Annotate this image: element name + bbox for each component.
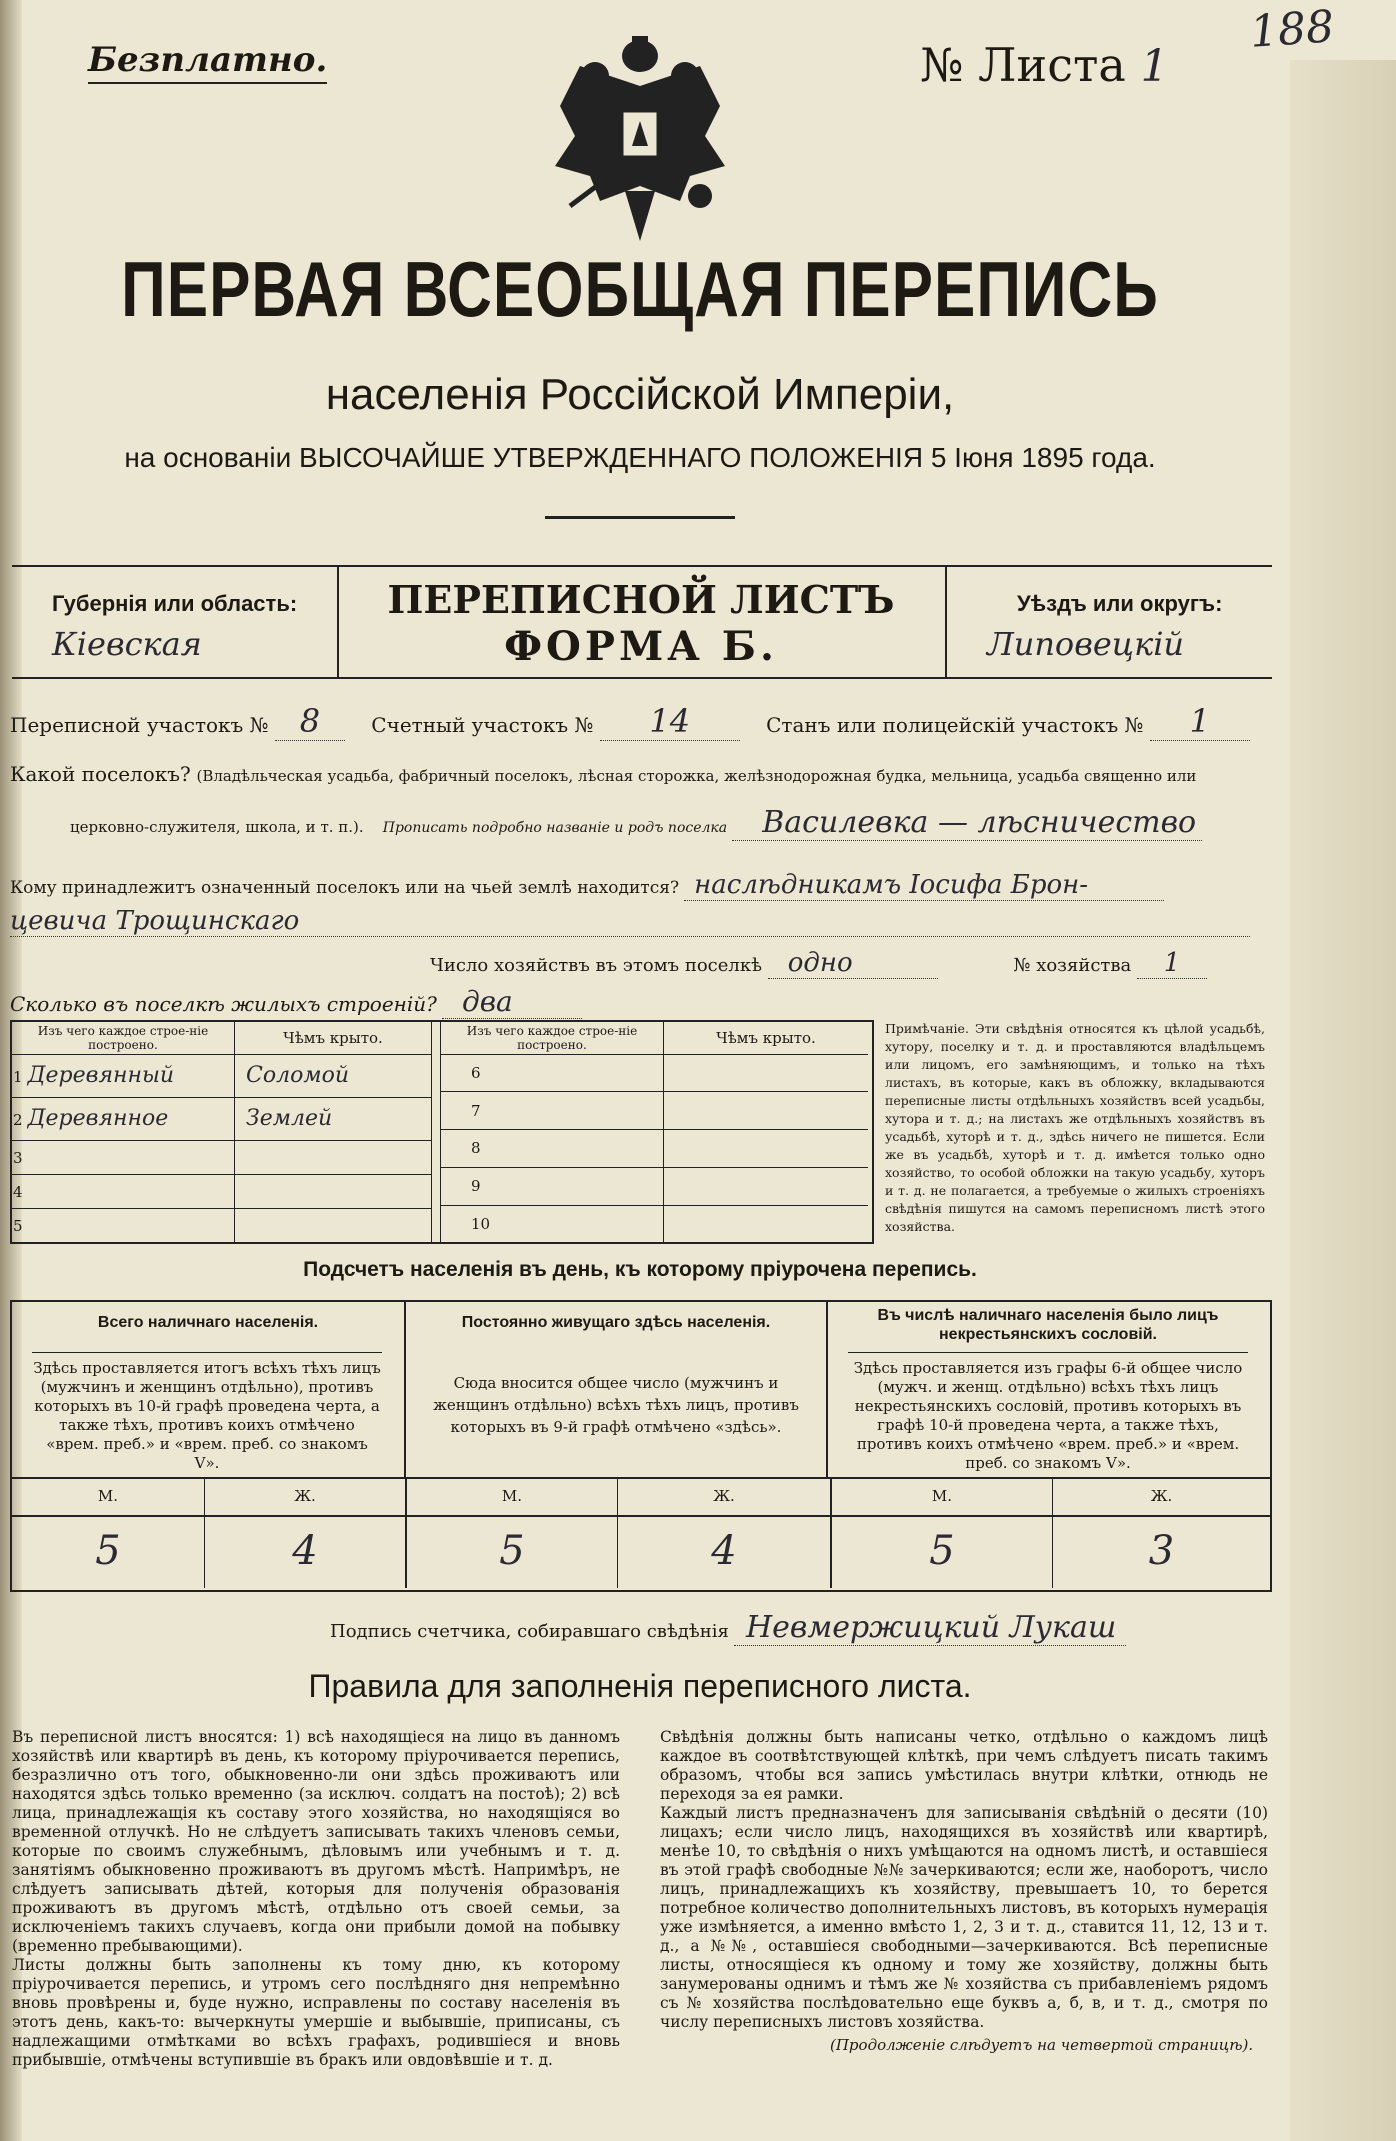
buildings-value: два [442, 985, 582, 1019]
value-cell: 4 [618, 1515, 832, 1588]
count-plot-value: 14 [600, 702, 740, 741]
owner-line [10, 870, 1270, 901]
signature-line [330, 1610, 1126, 1646]
row-number: 3 [13, 1149, 23, 1168]
table-row [12, 1209, 432, 1242]
owner-question: Кому принадлежитъ означенный поселокъ или на чьей землѣ находится? [10, 878, 680, 898]
rules-left-column: Въ переписной листъ вносятся: 1) всѣ находящіеся на лицо въ данномъ хозяйствѣ или квартирѣ въ день, къ которому пріурочивается перепись, безразлично отъ того, обыкновенно-ли они здѣсь проживаютъ или находятся здѣсь только временно (за исключ. солдатъ на постоѣ); 2) всѣ лица, принадлежащія къ составу этого хозяйства, но находящіяся во временной отлучкѣ. Но не слѣдуетъ записывать такихъ членовъ семьи, которые по своимъ служебнымъ, дѣловымъ или учебнымъ и т. д. занятіямъ обыкновенно проживаютъ въ другомъ мѣстѣ. Напримѣръ, не слѣдуетъ записывать дѣтей, которыя для полученія образованія проживаютъ въ другомъ мѣстѣ, отдѣльно отъ своей семьи, за исключеніемъ такихъ случаевъ, когда они прибыли домой на побывку (временно пребывающими). Листы должны быть заполнены къ тому дню, къ которому пріурочивается перепись, и утромъ сего послѣдняго дня непремѣнно вновь провѣрены и, буде нужно, исправлены по составу населенія въ этотъ день, какъ-то: вычеркнуты умершіе и выбывшіе, приписаны, съ надлежащими отмѣтками во всѣхъ графахъ, родившіеся и вновь прибывшіе, отмѣчены вступившіе въ бракъ или овдовѣвшіе и т. д. [12, 1728, 620, 2069]
uezd-box [945, 567, 1274, 677]
col-material: Изъ чего каждое строе-ніе построено. [12, 1022, 235, 1054]
m-header: М. [12, 1479, 205, 1515]
rules-title: Правила для заполненія переписного листа. [308, 1668, 972, 1704]
form-name: ФОРМА Б. [504, 623, 778, 670]
col1-head: Всего наличнаго населенія. [97, 1314, 319, 1331]
col-roof: Чѣмъ крыто. [664, 1022, 869, 1054]
subtitle: населенія Россійской Имперіи, [325, 370, 955, 419]
buildings-note: Примѣчаніе. Эти свѣдѣнія относятся къ цѣлой усадьбѣ, хутору, поселку и т. д. и проставляются владѣльцемъ или лицомъ, его замѣняющимъ, и только на тѣхъ листахъ, въ которые, какъ въ обложку, вкладываются переписные листы отдѣльныхъ хозяйствъ всей усадьбы, хутора и т. д.; на листахъ же отдѣльныхъ хозяйствъ въ усадьбѣ, хуторѣ и т. д., здѣсь ничего не пишется. Если же въ усадьбѣ, хуторѣ и т. д. имѣется только одно хозяйство, то особой обложки на такую усадьбу, хуторъ и т. д. не полагается, а требуемые о жилыхъ строеніяхъ свѣдѣнія пишутся на самомъ переписномъ листѣ этого хозяйства. [885, 1021, 1265, 1234]
table-row [12, 1141, 432, 1175]
settlement-question-line [10, 762, 1270, 786]
stan-label: Станъ или полицейскій участокъ № [766, 713, 1144, 737]
buildings-label: Сколько въ поселкѣ жилыхъ строеній? [10, 992, 437, 1016]
count-table [10, 1300, 1272, 1592]
uezd-label: Уѣздъ или округъ: [1017, 591, 1223, 616]
row-roof: Соломой [246, 1063, 349, 1089]
count-title: Подсчетъ населенія въ день, къ которому пріурочена перепись. [303, 1258, 977, 1281]
settlement-hint: (Владѣльческая усадьба, фабричный поселокъ, лѣсная сторожка, желѣзнодорожная будка, мельница, усадьба священно или [196, 767, 1197, 785]
count-plot-label: Счетный участокъ № [371, 713, 594, 737]
value-cell: 5 [407, 1515, 618, 1588]
households-value: одно [768, 948, 938, 979]
table-row [12, 1097, 432, 1140]
signature-value: Невмержицкий Лукаш [734, 1610, 1126, 1646]
gubernia-box [12, 567, 339, 677]
row-roof: Землей [246, 1106, 333, 1132]
table-row [12, 1175, 432, 1209]
table-row [12, 1054, 432, 1097]
households-label: Число хозяйствъ въ этомъ поселкѣ [430, 955, 762, 976]
row-number: 6 [441, 1054, 664, 1092]
households-line [430, 948, 1280, 979]
corner-number: 188 [1248, 1, 1336, 58]
sheet-number-label [920, 38, 1168, 92]
main-title: ПЕРВАЯ ВСЕОБЩАЯ ПЕРЕПИСЬ [121, 247, 1159, 334]
rules-continue-note: (Продолженіе слѣдуетъ на четвертой страницѣ). [830, 2036, 1254, 2054]
value-cell: 4 [205, 1515, 407, 1588]
settlement-answer-line [70, 805, 1270, 841]
plot-line [10, 702, 1260, 742]
m-header: М. [407, 1479, 618, 1515]
census-plot-value: 8 [275, 702, 345, 741]
form-header-box [12, 565, 1272, 679]
table-row [441, 1092, 869, 1130]
col3-head: Въ числѣ наличнаго населенія было лицъ некрестьянскихъ сословій. [877, 1307, 1219, 1343]
table-row [441, 1167, 869, 1205]
table-row [441, 1205, 869, 1242]
buildings-line [10, 985, 582, 1019]
row-material: Деревянное [27, 1106, 169, 1132]
col2-head: Постоянно живущаго здѣсь населенія. [461, 1314, 771, 1331]
settlement-value: Василевка — лѣсничество [732, 805, 1202, 841]
table-row [441, 1130, 869, 1168]
col3-text: Здѣсь проставляется изъ графы 6-й общее число (мужч. и женщ. отдѣльно) всѣхъ тѣхъ лицъ некрестьянскихъ сословій, противъ которыхъ въ графѣ 10-й проведена черта, а также тѣхъ, противъ коихъ отмѣчено «врем. преб.» и «врем. преб. со знакомъ V». [848, 1352, 1248, 1473]
col-material: Изъ чего каждое строе-ніе построено. [441, 1022, 664, 1054]
col2-text: Сюда вносится общее число (мужчинъ и женщинъ отдѣльно) всѣхъ тѣхъ лицъ, противъ которыхъ въ 9-й графѣ отмѣчено «здѣсь». [433, 1374, 799, 1436]
count-values-row [12, 1515, 1270, 1588]
census-plot-label: Переписной участокъ № [10, 713, 269, 737]
buildings-table-right [440, 1022, 868, 1242]
value-cell: 5 [832, 1515, 1053, 1588]
col-roof: Чѣмъ крыто. [235, 1022, 432, 1054]
count-col-3 [828, 1302, 1270, 1477]
sheet-label: № Листа [920, 38, 1126, 92]
settlement-hint-3: Прописать подробно названіе и родъ поселка [382, 820, 728, 836]
count-mf-row [12, 1477, 1270, 1517]
household-no-label: № хозяйства [1013, 955, 1132, 976]
rules-right-column: Свѣдѣнія должны быть написаны четко, отдѣльно о каждомъ лицѣ каждое въ соотвѣтствующей клѣткѣ, при чемъ слѣдуетъ писать такимъ образомъ, чтобы вся запись умѣстилась внутри клѣтки, отнюдь не переходя за ея рамки. Каждый листъ предназначенъ для записыванія свѣдѣній о десяти (10) лицахъ; если число лицъ, находящихся въ хозяйствѣ или квартирѣ, менѣе 10, то свѣдѣнія о нихъ умѣщаются на одномъ листѣ, и оставшіеся въ этой графѣ свободные №№ зачеркиваются; если же, наоборотъ, число лицъ, принадлежащихъ къ хозяйству, превышаетъ 10, то берется потребное количество дополнительныхъ листовъ, въ которыхъ нумерація уже измѣняется, а именно вмѣсто 1, 2, 3 и т. д., ставится 11, 12, 13 и т. д., а №№, оставшіеся свободными—зачеркиваются. Всѣ переписные листы, относящіеся къ одному и тому же хозяйству, должны быть занумерованы однимъ и тѣмъ же № хозяйства съ прибавленіемъ рядомъ съ № хозяйства послѣдовательно еще буквъ а, б, в, и т. д., смотря по числу переписныхъ листовъ хозяйства. [660, 1728, 1268, 2031]
gubernia-value: Кіевская [52, 625, 202, 663]
settlement-question: Какой поселокъ? [10, 762, 191, 786]
double-headed-eagle-emblem [540, 26, 740, 246]
count-col-1 [12, 1302, 406, 1477]
row-number: 10 [441, 1205, 664, 1242]
owner-value-2: цевича Трощинскаго [10, 906, 1250, 937]
settlement-hint-2: церковно-служителя, школа, и т. п.). [70, 818, 364, 836]
buildings-table-left [12, 1022, 432, 1242]
buildings-table-block [10, 1020, 874, 1244]
row-number: 8 [441, 1130, 664, 1168]
m-header: М. [832, 1479, 1053, 1515]
row-number: 2 [13, 1111, 23, 1130]
gubernia-label: Губернія или область: [52, 591, 298, 616]
row-material: Деревянный [27, 1063, 175, 1089]
value-cell: 5 [12, 1515, 205, 1588]
table-row [441, 1054, 869, 1092]
header-divider [545, 516, 735, 519]
row-number: 7 [441, 1092, 664, 1130]
row-number: 4 [13, 1183, 23, 1202]
col1-text: Здѣсь проставляется итогъ всѣхъ тѣхъ лицъ (мужчинъ и женщинъ отдѣльно), противъ которыхъ въ 10-й графѣ проведена черта, а также тѣхъ, противъ коихъ отмѣчено «врем. преб.» и «врем. преб. со знакомъ V». [32, 1352, 382, 1473]
row-number: 5 [13, 1217, 23, 1236]
value-cell: 3 [1148, 1528, 1175, 1574]
sheet-number: 1 [1140, 41, 1169, 92]
zh-header: Ж. [205, 1479, 407, 1515]
uezd-value: Липовецкій [987, 625, 1185, 663]
bleed-through-page [1290, 60, 1396, 2141]
stan-value: 1 [1150, 702, 1250, 741]
household-no-value: 1 [1137, 948, 1207, 979]
count-col-2 [406, 1302, 828, 1477]
zh-header: Ж. [618, 1479, 832, 1515]
row-number: 9 [441, 1167, 664, 1205]
legal-basis: на основаніи ВЫСОЧАЙШЕ УТВЕРЖДЕННАГО ПОЛОЖЕНІЯ 5 Іюня 1895 года. [124, 442, 1156, 473]
free-label: Безплатно. [88, 40, 327, 84]
owner-value-1: наслѣдникамъ Іосифа Брон- [684, 870, 1164, 901]
signature-label: Подпись счетчика, собиравшаго свѣдѣнія [330, 1621, 729, 1642]
sheet-title: ПЕРЕПИСНОЙ ЛИСТЪ [387, 577, 895, 622]
zh-header: Ж. [1150, 1487, 1173, 1505]
row-number: 1 [13, 1068, 23, 1087]
